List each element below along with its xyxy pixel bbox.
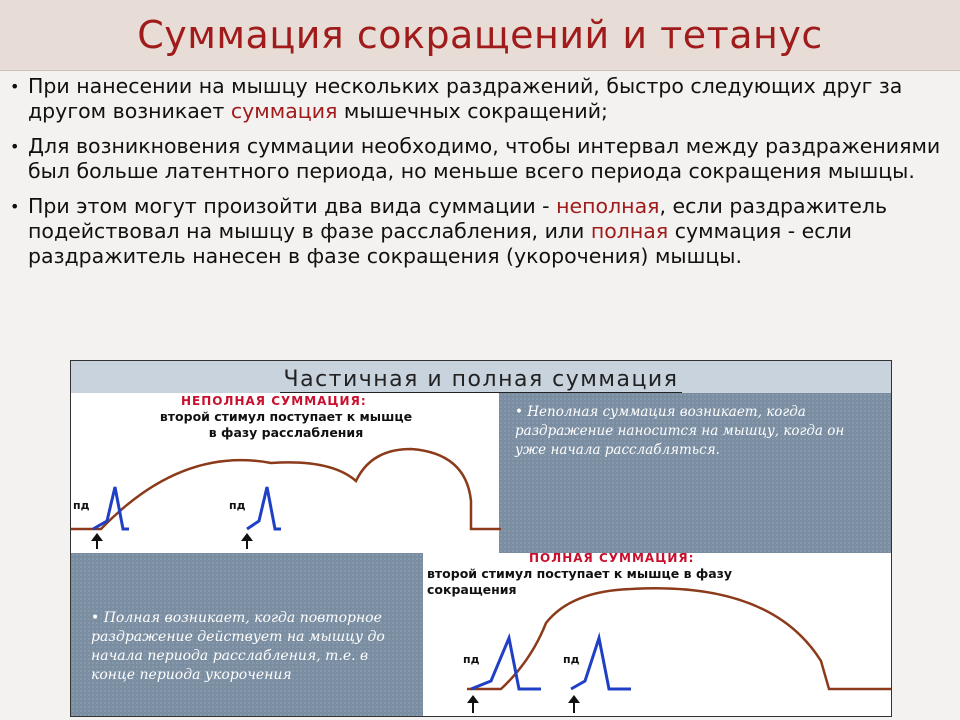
complete-ap-2: [571, 638, 631, 689]
incomplete-muscle-curve: [71, 449, 501, 529]
incomplete-ap-2: [247, 487, 281, 529]
incomplete-ap-label-1: пд: [73, 499, 90, 512]
incomplete-stimulus-arrow-1: [91, 533, 103, 549]
complete-note: • Полная возникает, когда повторное раздражение действует на мышцу до начала периода расслабления, т.е. в конце периода укорочения: [91, 610, 385, 683]
bullet-3-part1: При этом могут произойти два вида суммации -: [28, 194, 557, 218]
incomplete-note: • Неполная суммация возникает, когда раздражение наносится на мышцу, когда он уже начала расслабляться.: [515, 404, 845, 458]
complete-stimulus-arrow-1: [467, 695, 479, 713]
incomplete-stimulus-arrow-2: [241, 533, 253, 549]
complete-stimulus-arrow-2: [568, 695, 580, 713]
complete-ap-label-2: пд: [563, 653, 580, 666]
bullet-dot-icon: •: [10, 77, 20, 96]
summation-figure: [70, 360, 892, 717]
bullet-2-text: Для возникновения суммации необходимо, чтобы интервал между раздражениями был больше латентного периода, но меньше всего периода сокращения мышцы.: [28, 134, 941, 183]
page-title: Суммация сокращений и тетанус: [137, 13, 823, 57]
bullet-1-text-before: При нанесении на мышцу нескольких раздражений, быстро следующих друг за другом возникает: [28, 74, 903, 123]
incomplete-heading: НЕПОЛНАЯ СУММАЦИЯ:: [181, 394, 367, 408]
bullet-item-3: [6, 194, 941, 269]
bullet-dot-icon: •: [10, 197, 20, 216]
bullet-1-highlight: суммация: [230, 99, 338, 123]
incomplete-diagram: [71, 449, 501, 549]
complete-ap-label-1: пд: [463, 653, 480, 666]
bullet-3-highlight-incomplete: неполная: [556, 194, 660, 218]
bullet-dot-icon: •: [10, 137, 20, 156]
incomplete-subtitle: второй стимул поступает к мышце в фазу расслабления: [159, 409, 413, 440]
bullet-list: [6, 74, 941, 279]
complete-subtitle: второй стимул поступает к мышце в фазу сокращения: [427, 566, 733, 597]
title-bar: [0, 0, 960, 71]
bullet-1-text-after: мышечных сокращений;: [337, 99, 608, 123]
bullet-3-part2: , если раздражитель подействовал на мышцу в фазе расслабления, или: [28, 194, 888, 243]
complete-heading: ПОЛНАЯ СУММАЦИЯ:: [529, 551, 695, 565]
bullet-3-part3: суммация - если раздражитель нанесен в фазе сокращения (укорочения) мышцы.: [28, 219, 852, 268]
complete-muscle-curve: [467, 588, 891, 689]
bullet-3-highlight-complete: полная: [590, 219, 669, 243]
complete-diagram: [463, 588, 891, 713]
incomplete-ap-label-2: пд: [229, 499, 246, 512]
figure-title: Частичная и полная суммация: [71, 367, 891, 392]
summation-curves: [71, 361, 891, 716]
bullet-item-1: [6, 74, 941, 124]
bullet-item-2: [6, 134, 941, 184]
complete-ap-1: [471, 638, 541, 689]
